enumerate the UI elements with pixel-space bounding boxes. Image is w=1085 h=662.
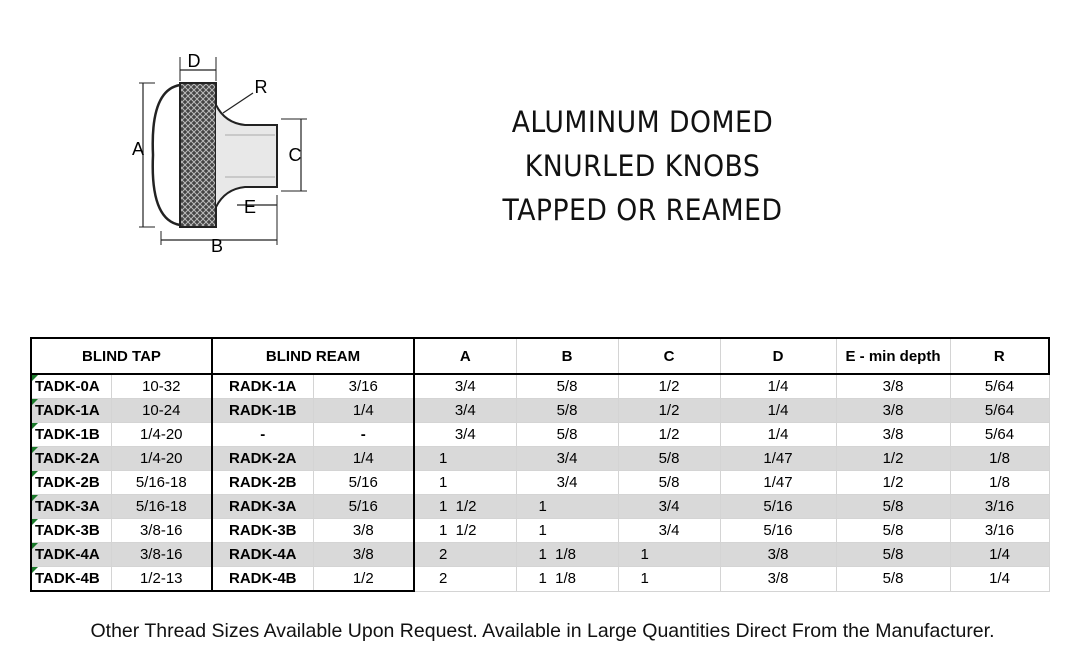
tap-part: TADK-4B xyxy=(31,567,111,592)
knob-dimension-diagram xyxy=(125,45,325,260)
dim-r: 3/16 xyxy=(950,495,1049,519)
ream-part: RADK-2A xyxy=(212,447,313,471)
tap-part: TADK-2A xyxy=(31,447,111,471)
ream-part: RADK-3B xyxy=(212,519,313,543)
header-c: C xyxy=(618,338,720,374)
dim-e: 1/2 xyxy=(836,471,950,495)
dim-b: 1 xyxy=(516,495,618,519)
tap-part: TADK-1A xyxy=(31,399,111,423)
table-row xyxy=(31,423,1049,447)
header-b: B xyxy=(516,338,618,374)
footer-note: Other Thread Sizes Available Upon Request. Available in Large Quantities Direct From the Manufacturer. xyxy=(90,620,995,642)
table-row xyxy=(31,543,1049,567)
table-row xyxy=(31,447,1049,471)
tap-size: 5/16-18 xyxy=(111,495,212,519)
dim-d: 3/8 xyxy=(720,567,836,592)
dim-a: 1 1/2 xyxy=(414,495,516,519)
knurled-head xyxy=(180,83,216,227)
tap-size: 3/8-16 xyxy=(111,519,212,543)
dim-b: 1 xyxy=(516,519,618,543)
dim-d: 5/16 xyxy=(720,495,836,519)
header-r: R xyxy=(950,338,1049,374)
tap-size: 1/4-20 xyxy=(111,447,212,471)
dim-e: 3/8 xyxy=(836,374,950,399)
dim-a: 3/4 xyxy=(414,423,516,447)
dim-c: 3/4 xyxy=(618,519,720,543)
label-c: C xyxy=(288,145,302,165)
dim-d: 1/47 xyxy=(720,447,836,471)
title-line-3: TAPPED OR REAMED xyxy=(502,193,783,227)
dim-c: 5/8 xyxy=(618,471,720,495)
tap-part: TADK-4A xyxy=(31,543,111,567)
title-line-1: ALUMINUM DOMED xyxy=(511,105,774,139)
tap-part: TADK-3B xyxy=(31,519,111,543)
dim-r: 5/64 xyxy=(950,423,1049,447)
dim-e: 3/8 xyxy=(836,399,950,423)
dim-r: 1/4 xyxy=(950,567,1049,592)
dim-c: 1/2 xyxy=(618,374,720,399)
ream-part: RADK-2B xyxy=(212,471,313,495)
tap-part: TADK-2B xyxy=(31,471,111,495)
ream-size: 1/4 xyxy=(313,399,414,423)
dim-r: 1/8 xyxy=(950,447,1049,471)
tap-part: TADK-0A xyxy=(31,374,111,399)
dim-e: 1/2 xyxy=(836,447,950,471)
dim-d: 1/47 xyxy=(720,471,836,495)
ream-size: 1/4 xyxy=(313,447,414,471)
tap-size: 1/4-20 xyxy=(111,423,212,447)
dim-b: 1 1/8 xyxy=(516,567,618,592)
table-row xyxy=(31,471,1049,495)
ream-part: RADK-4A xyxy=(212,543,313,567)
ream-part: - xyxy=(212,423,313,447)
dim-d: 1/4 xyxy=(720,374,836,399)
dim-d: 1/4 xyxy=(720,423,836,447)
ream-size: 5/16 xyxy=(313,495,414,519)
tap-size: 10-24 xyxy=(111,399,212,423)
header-d: D xyxy=(720,338,836,374)
label-r: R xyxy=(254,77,268,97)
dim-r: 1/4 xyxy=(950,543,1049,567)
table-row xyxy=(31,519,1049,543)
ream-size: 5/16 xyxy=(313,471,414,495)
dim-a: 2 xyxy=(414,543,516,567)
dim-a: 1 1/2 xyxy=(414,519,516,543)
dim-b: 3/4 xyxy=(516,471,618,495)
header-blind-tap: BLIND TAP xyxy=(31,338,212,374)
dim-d: 1/4 xyxy=(720,399,836,423)
dim-r: 3/16 xyxy=(950,519,1049,543)
dim-a: 3/4 xyxy=(414,374,516,399)
table-row xyxy=(31,567,1049,592)
ream-size: 3/16 xyxy=(313,374,414,399)
spec-table xyxy=(30,337,1050,592)
header-e-min-depth: E - min depth xyxy=(836,338,950,374)
tap-size: 3/8-16 xyxy=(111,543,212,567)
tap-part: TADK-1B xyxy=(31,423,111,447)
dim-a: 3/4 xyxy=(414,399,516,423)
dim-b: 5/8 xyxy=(516,374,618,399)
ream-part: RADK-1A xyxy=(212,374,313,399)
dim-c: 1 xyxy=(618,543,720,567)
product-title xyxy=(484,100,801,232)
dim-r: 1/8 xyxy=(950,471,1049,495)
dim-r: 5/64 xyxy=(950,399,1049,423)
dim-e: 5/8 xyxy=(836,543,950,567)
label-b: B xyxy=(210,236,224,256)
ream-part: RADK-3A xyxy=(212,495,313,519)
header-a: A xyxy=(414,338,516,374)
ream-part: RADK-1B xyxy=(212,399,313,423)
dim-c: 1/2 xyxy=(618,423,720,447)
header-blind-ream: BLIND REAM xyxy=(212,338,414,374)
dim-c: 5/8 xyxy=(618,447,720,471)
table-row xyxy=(31,399,1049,423)
tap-size: 10-32 xyxy=(111,374,212,399)
dim-b: 5/8 xyxy=(516,399,618,423)
dim-r: 5/64 xyxy=(950,374,1049,399)
header-row xyxy=(31,338,1049,374)
dim-b: 5/8 xyxy=(516,423,618,447)
dim-b: 3/4 xyxy=(516,447,618,471)
tap-size: 1/2-13 xyxy=(111,567,212,592)
ream-size: 1/2 xyxy=(313,567,414,592)
dim-e: 3/8 xyxy=(836,423,950,447)
tap-part: TADK-3A xyxy=(31,495,111,519)
label-d: D xyxy=(187,51,201,71)
ream-part: RADK-4B xyxy=(212,567,313,592)
title-line-2: KNURLED KNOBS xyxy=(524,149,761,183)
table-row xyxy=(31,374,1049,399)
table-row xyxy=(31,495,1049,519)
dim-a: 1 xyxy=(414,471,516,495)
dim-b: 1 1/8 xyxy=(516,543,618,567)
dim-a: 1 xyxy=(414,447,516,471)
ream-size: 3/8 xyxy=(313,543,414,567)
dim-c: 1/2 xyxy=(618,399,720,423)
dim-c: 3/4 xyxy=(618,495,720,519)
ream-size: - xyxy=(313,423,414,447)
ream-size: 3/8 xyxy=(313,519,414,543)
dim-c: 1 xyxy=(618,567,720,592)
label-e: E xyxy=(243,197,257,217)
dim-e: 5/8 xyxy=(836,519,950,543)
dim-a: 2 xyxy=(414,567,516,592)
dim-e: 5/8 xyxy=(836,495,950,519)
dim-d: 3/8 xyxy=(720,543,836,567)
label-a: A xyxy=(131,139,145,159)
tap-size: 5/16-18 xyxy=(111,471,212,495)
dim-e: 5/8 xyxy=(836,567,950,592)
dim-d: 5/16 xyxy=(720,519,836,543)
